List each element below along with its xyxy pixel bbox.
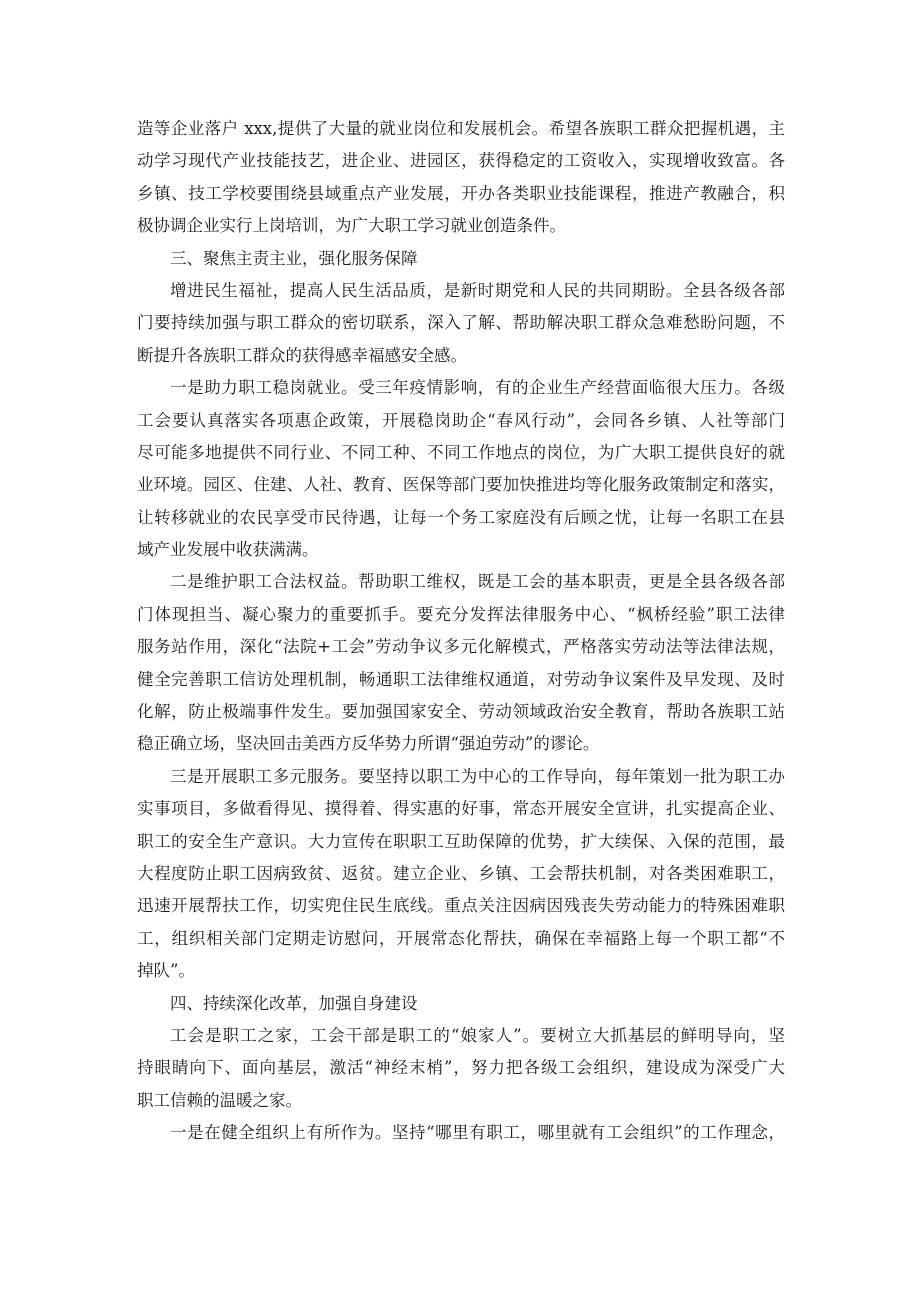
paragraph-line: 断提升各族职工群众的获得感幸福感安全感。 <box>137 345 467 365</box>
paragraph-line: 一是助力职工稳岗就业。受三年疫情影响，有的企业生产经营面临很大压力。各级 <box>170 378 785 398</box>
paragraph-line: 化解，防止极端事件发生。要加强国家安全、劳动领域政治安全教育，帮助各族职工站 <box>137 702 785 722</box>
paragraph-line: 大程度防止职工因病致贫、返贫。建立企业、乡镇、工会帮扶机制，对各类困难职工， <box>137 863 785 883</box>
document-body <box>137 113 785 1150</box>
paragraph-line: 掉队”。 <box>137 961 195 981</box>
paragraph-line: 增进民生福祉，提高人民生活品质，是新时期党和人民的共同期盼。全县各级各部 <box>170 280 785 300</box>
paragraph-line: 门要持续加强与职工群众的密切联系，深入了解、帮助解决职工群众急难愁盼问题，不 <box>137 313 785 333</box>
paragraph-line: 二是维护职工合法权益。帮助职工维权，既是工会的基本职责，更是全县各级各部 <box>170 572 785 592</box>
paragraph-line: 职工信赖的温暖之家。 <box>137 1090 302 1110</box>
paragraph-line: 让转移就业的农民享受市民待遇，让每一个务工家庭没有后顾之忧，让每一名职工在县 <box>137 507 785 527</box>
paragraph-line: 服务站作用，深化“法院+工会”劳动争议多元化解模式，严格落实劳动法等法律法规， <box>137 637 785 657</box>
paragraph-line: 乡镇、技工学校要围绕县域重点产业发展，开办各类职业技能课程，推进产教融合，积 <box>137 183 785 203</box>
section-heading: 四、持续深化改革，加强自身建设 <box>170 993 418 1013</box>
paragraph-line: 造等企业落户 xxx,提供了大量的就业岗位和发展机会。希望各族职工群众把握机遇，主 <box>137 119 785 138</box>
paragraph-line: 工会是职工之家，工会干部是职工的“娘家人”。要树立大抓基层的鲜明导向，坚 <box>170 1025 785 1045</box>
paragraph-line: 门体现担当、凝心聚力的重要抓手。要充分发挥法律服务中心、“枫桥经验”职工法律 <box>137 604 785 624</box>
paragraph-line: 稳正确立场，坚决回击美西方反华势力所谓“强迫劳动”的谬论。 <box>137 734 600 754</box>
paragraph-line: 持眼睛向下、面向基层，激活“神经末梢”，努力把各级工会组织，建设成为深受广大 <box>137 1058 785 1078</box>
paragraph-line: 域产业发展中收获满满。 <box>137 540 319 560</box>
section-heading: 三、聚焦主责主业，强化服务保障 <box>170 248 418 268</box>
paragraph-line: 工会要认真落实各项惠企政策，开展稳岗助企“春风行动”，会同各乡镇、人社等部门 <box>137 410 785 430</box>
paragraph-line: 实事项目，多做看得见、摸得着、得实惠的好事，常态开展安全宣讲，扎实提高企业、 <box>137 799 785 819</box>
paragraph-line: 极协调企业实行上岗培训，为广大职工学习就业创造条件。 <box>137 216 566 236</box>
paragraph-line: 尽可能多地提供不同行业、不同工种、不同工作地点的岗位，为广大职工提供良好的就 <box>137 442 785 462</box>
paragraph-line: 健全完善职工信访处理机制，畅通职工法律维权通道，对劳动争议案件及早发现、及时 <box>137 669 785 689</box>
paragraph-line: 业环境。园区、住建、人社、教育、医保等部门要加快推进均等化服务政策制定和落实， <box>137 475 785 495</box>
paragraph-line: 职工的安全生产意识。大力宣传在职职工互助保障的优势，扩大续保、入保的范围，最 <box>137 831 785 851</box>
paragraph-line: 一是在健全组织上有所作为。坚持“哪里有职工，哪里就有工会组织”的工作理念， <box>170 1123 785 1143</box>
paragraph-line: 三是开展职工多元服务。要坚持以职工为中心的工作导向，每年策划一批为职工办 <box>170 766 785 786</box>
paragraph-line: 工，组织相关部门定期走访慰问，开展常态化帮扶，确保在幸福路上每一个职工都“不 <box>137 928 785 948</box>
paragraph-line: 迅速开展帮扶工作，切实兜住民生底线。重点关注因病因残丧失劳动能力的特殊困难职 <box>137 896 785 916</box>
paragraph-line: 动学习现代产业技能技艺，进企业、进园区，获得稳定的工资收入，实现增收致富。各 <box>137 151 785 171</box>
